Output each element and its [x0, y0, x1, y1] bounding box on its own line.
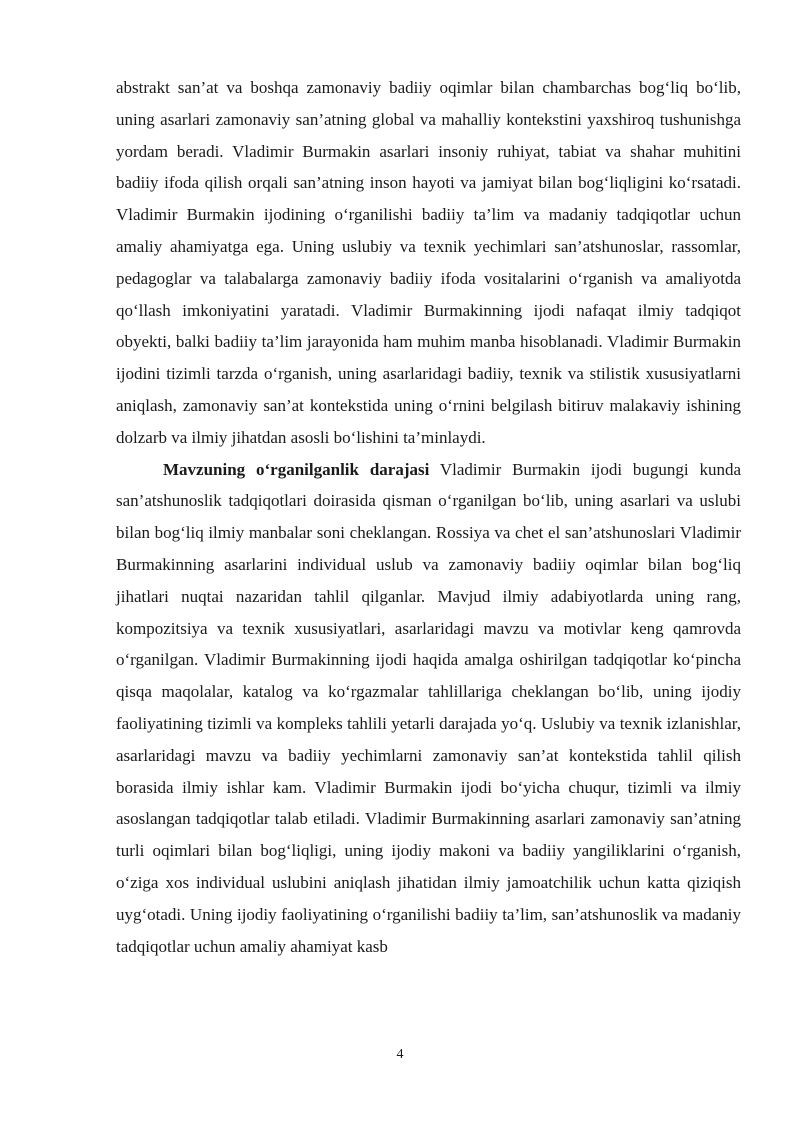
page-number: 4: [396, 1047, 404, 1062]
paragraph-body: Vladimir Burmakin ijodi bugungi kunda san’atshunoslik tadqiqotlari doirasida qisman o‘rganilgan bo‘lib, uning asarlari va uslubi bilan bog‘liq ilmiy manbalar soni cheklangan. Rossiya va chet el san’atshunoslari Vladimir Burmakinning asarlarini individual uslub va zamonaviy badiiy oqimlar bilan bog‘liq jihatlari nuqtai nazaridan tahlil qilganlar. Mavjud ilmiy adabiyotlarda uning rang, kompozitsiya va texnik xususiyatlari, asarlaridagi mavzu va motivlar keng qamrovda o‘rganilgan. Vladimir Burmakinning ijodi haqida amalga oshirilgan tadqiqotlar ko‘pincha qisqa maqolalar, katalog va ko‘rgazmalar tahlillariga cheklangan bo‘lib, uning ijodiy faoliyatining tizimli va kompleks tahlili yetarli darajada yo‘q. Uslubiy va texnik izlanishlar, asarlaridagi mavzu va badiiy yechimlarni zamonaviy san’at kontekstida tahlil qilish borasida ilmiy ishlar kam. Vladimir Burmakin ijodi bo‘yicha chuqur, tizimli va ilmiy asoslangan tadqiqotlar talab etiladi. Vladimir Burmakinning asarlari zamonaviy san’atning turli oqimlari bilan bog‘liqligi, uning ijodiy makoni va badiiy yangiliklarini o‘rganish, o‘ziga xos individual uslubini aniqlash jihatidan ilmiy jamoatchilik uchun katta qiziqish uyg‘otadi. Uning ijodiy faoliyatining o‘rganilishi badiiy ta’lim, san’atshunoslik va madaniy tadqiqotlar uchun amaliy ahamiyat kasb: [116, 459, 742, 956]
paragraph-continuation: abstrakt san’at va boshqa zamonaviy badiiy oqimlar bilan chambarchas bog‘liq bo‘lib, uning asarlari zamonaviy san’atning global va mahalliy kontekstini yaxshiroq tushunishga yordam beradi. Vladimir Burmakin asarlari insoniy ruhiyat, tabiat va shahar muhitini badiiy ifoda qilish orqali san’atning inson hayoti va jamiyat bilan bog‘liqligini ko‘rsatadi. Vladimir Burmakin ijodining o‘rganilishi badiiy ta’lim va madaniy tadqiqotlar uchun amaliy ahamiyatga ega. Uning uslubiy va texnik yechimlari san’atshunoslar, rassomlar, pedagoglar va talabalarga zamonaviy badiiy ifoda vositalarini o‘rganish va amaliyotda qo‘llash imkoniyatini yaratadi. Vladimir Burmakinning ijodi nafaqat ilmiy tadqiqot obyekti, balki badiiy ta’lim jarayonida ham muhim manba hisoblanadi. Vladimir Burmakin ijodini tizimli tarzda o‘rganish, uning asarlaridagi badiiy, texnik va stilistik xususiyatlarni aniqlash, zamonaviy san’at kontekstida uning o‘rnini belgilash bitiruv malakaviy ishining dolzarb va ilmiy jihatdan asosli bo‘lishini ta’minlaydi.: [116, 78, 741, 447]
body-text: [116, 72, 741, 962]
paragraph-heading: Mavzuning o‘rganilganlik darajasi: [163, 459, 430, 479]
paragraph-study-degree: [116, 454, 741, 963]
